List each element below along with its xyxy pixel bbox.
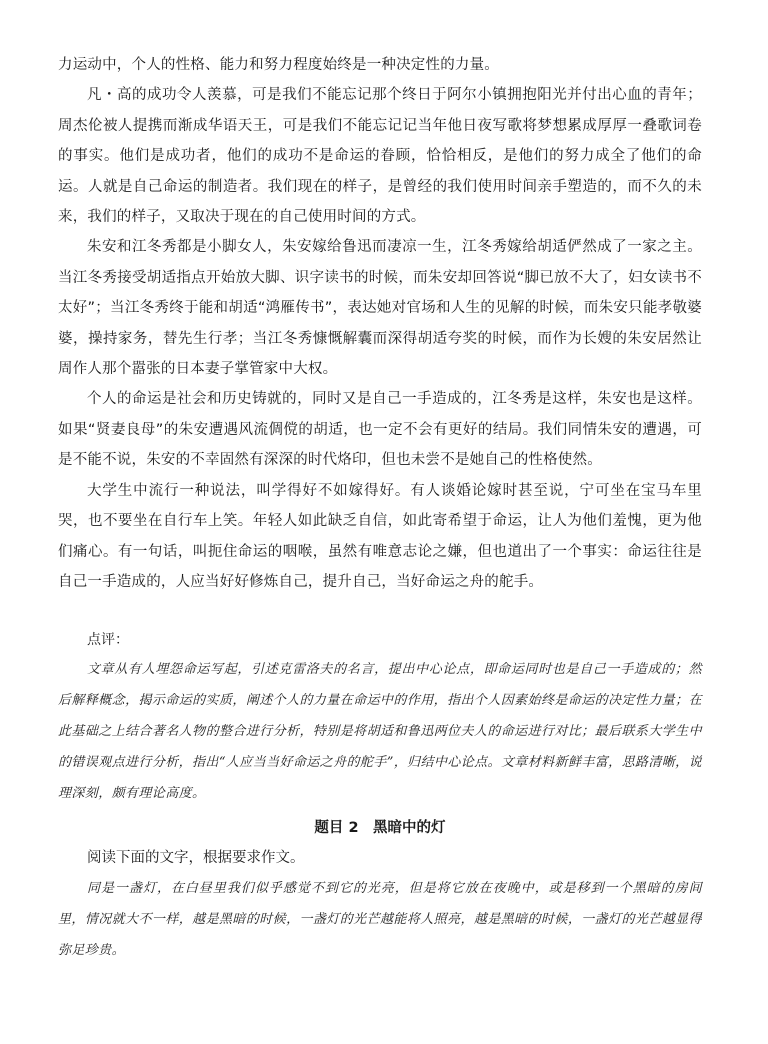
spacer	[58, 597, 702, 625]
paragraph-continuation: 力运动中，个人的性格、能力和努力程度始终是一种决定性的力量。	[58, 57, 499, 73]
topic-material: 同是一盏灯，在白昼里我们似乎感觉不到它的光亮，但是将它放在夜晚中，或是移到一个黑暗的房间里，情况就大不一样，越是黑暗的时候，一盏灯的光芒越能将人照亮，越是黑暗的时候，一盏灯的光芒越显得弥足珍贵。	[58, 881, 702, 959]
comment-label: 点评：	[87, 632, 129, 649]
comment-text: 文章从有人埋怨命运写起，引述克雷洛夫的名言，提出中心论点，即命运同时也是自己一手造成的；然后解释概念，揭示命运的实质，阐述个人的力量在命运中的作用，指出个人因素始终是命运的决定性力量；在此基础之上结合著名人物的整合进行分析，特别是将胡适和鲁迅两位夫人的命运进行对比；最后联系大学生中的错误观点进行分析，指出“人应当当好命运之舟的舵手”，归结中心论点。文章材料新鲜丰富，思路清晰，说理深刻，颇有理论高度。	[58, 662, 702, 801]
paragraph-van-gogh-jay-chou: 凡・高的成功令人羡慕，可是我们不能忘记那个终日于阿尔小镇拥抱阳光并付出心血的青年；周杰伦被人提携而渐成华语天王，可是我们不能忘记记当年他日夜写歌将梦想累成厚厚一叠歌词卷的事实。他们是成功者，他们的成功不是命运的眷顾，恰恰相反，是他们的努力成全了他们的命运。人就是自己命运的制造者。我们现在的样子，是曾经的我们使用时间亲手塑造的，而不久的未来，我们的样子，又取决于现在的自己使用时间的方式。	[58, 87, 702, 226]
topic-prompt: 阅读下面的文字，根据要求作文。	[87, 850, 305, 867]
paragraph-personal-destiny: 个人的命运是社会和历史铸就的，同时又是自己一手造成的，江冬秀是这样，朱安也是这样。如果“贤妻良母”的朱安遭遇风流倜傥的胡适，也一定不会有更好的结局。我们同情朱安的遭遇，可是不能不说，朱安的不幸固然有深深的时代烙印，但也未尝不是她自己的性格使然。	[58, 391, 702, 469]
paragraph-zhu-an-jiang-dongxiu: 朱安和江冬秀都是小脚女人，朱安嫁给鲁迅而凄凉一生，江冬秀嫁给胡适俨然成了一家之主。当江冬秀接受胡适指点开始放大脚、识字读书的时候，而朱安却回答说“脚已放不大了，妇女读书不太好”；当江冬秀终于能和胡适“鸿雁传书”，表达她对官场和人生的见解的时候，而朱安只能孝敬婆婆，操持家务，替先生行孝；当江冬秀慷慨解囊而深得胡适夸奖的时候，而作为长嫂的朱安居然让周作人那个嚣张的日本妻子掌管家中大权。	[58, 239, 702, 378]
paragraph-college-students: 大学生中流行一种说法，叫学得好不如嫁得好。有人谈婚论嫁时甚至说，宁可坐在宝马车里哭，也不要坐在自行车上笑。年轻人如此缺乏自信，如此寄希望于命运，让人为他们羞愧，更为他们痛心。有一句话，叫扼住命运的咽喉，虽然有唯意志论之嫌，但也道出了一个事实：命运往往是自己一手造成的，人应当好好修炼自己，提升自己，当好命运之舟的舵手。	[58, 482, 702, 590]
topic-title: 题目 2 黑暗中的灯	[314, 820, 446, 837]
